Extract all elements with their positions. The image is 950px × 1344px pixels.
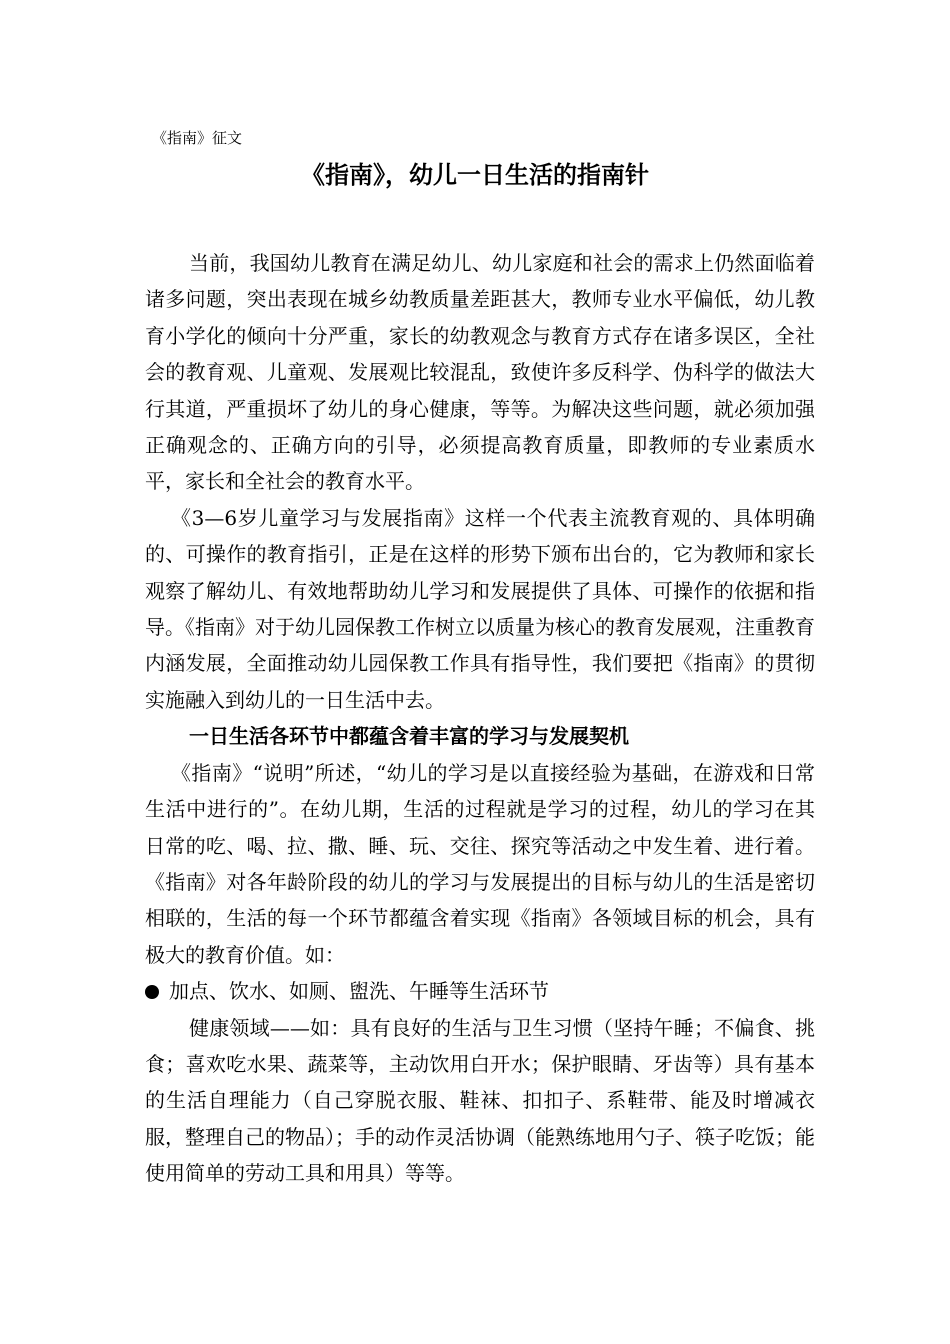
bullet-dot-icon: [145, 985, 159, 999]
document-body: [145, 245, 815, 1192]
section-paragraph: 《指南》“说明”所述，“幼儿的学习是以直接经验为基础，在游戏和日常生活中进行的”。在幼儿期，生活的过程就是学习的过程，幼儿的学习在其日常的吃、喝、拉、撒、睡、玩、交往、探究等活动之中发生着、进行着。《指南》对各年龄阶段的幼儿的学习与发展提出的目标与幼儿的生活是密切相联的，生活的每一个环节都蕴含着实现《指南》各领域目标的机会，具有极大的教育价值。如：: [145, 760, 815, 967]
intro-paragraph: 当前，我国幼儿教育在满足幼儿、幼儿家庭和社会的需求上仍然面临着诸多问题，突出表现在城乡幼教质量差距甚大，教师专业水平偏低，幼儿教育小学化的倾向十分严重，家长的幼教观念与教育方式存在诸多误区，全社会的教育观、儿童观、发展观比较混乱，致使许多反科学、伪科学的做法大行其道，严重损坏了幼儿的身心健康，等等。为解决这些问题，就必须加强正确观念的、正确方向的引导，必须提高教育质量，即教师的专业素质水平，家长和全社会的教育水平。: [145, 251, 815, 494]
bullet-item-label: 加点、饮水、如厕、盥洗、午睡等生活环节: [169, 979, 549, 1004]
guide-paragraph: 《3—6岁儿童学习与发展指南》这样一个代表主流教育观的、具体明确的、可操作的教育指引，正是在这样的形势下颁布出台的，它为教师和家长观察了解幼儿、有效地帮助幼儿学习和发展提供了具体、可操作的依据和指导。《指南》对于幼儿园保教工作树立以质量为核心的教育发展观，注重教育内涵发展，全面推动幼儿园保教工作具有指导性，我们要把《指南》的贯彻实施融入到幼儿的一日生活中去。: [145, 505, 815, 712]
header-note: 《指南》征文: [152, 129, 243, 147]
document-title: 《指南》，幼儿一日生活的指南针: [301, 161, 649, 189]
bullet-item: [145, 973, 815, 1009]
section-heading: 一日生活各环节中都蕴含着丰富的学习与发展契机: [189, 724, 629, 749]
detail-paragraph: 健康领域——如：具有良好的生活与卫生习惯（坚持午睡；不偏食、挑食；喜欢吃水果、蔬菜等，主动饮用白开水；保护眼睛、牙齿等）具有基本的生活自理能力（自己穿脱衣服、鞋袜、扣扣子、系鞋带、能及时增减衣服，整理自己的物品）；手的动作灵活协调（能熟练地用勺子、筷子吃饭；能使用简单的劳动工具和用具）等等。: [145, 1015, 815, 1186]
